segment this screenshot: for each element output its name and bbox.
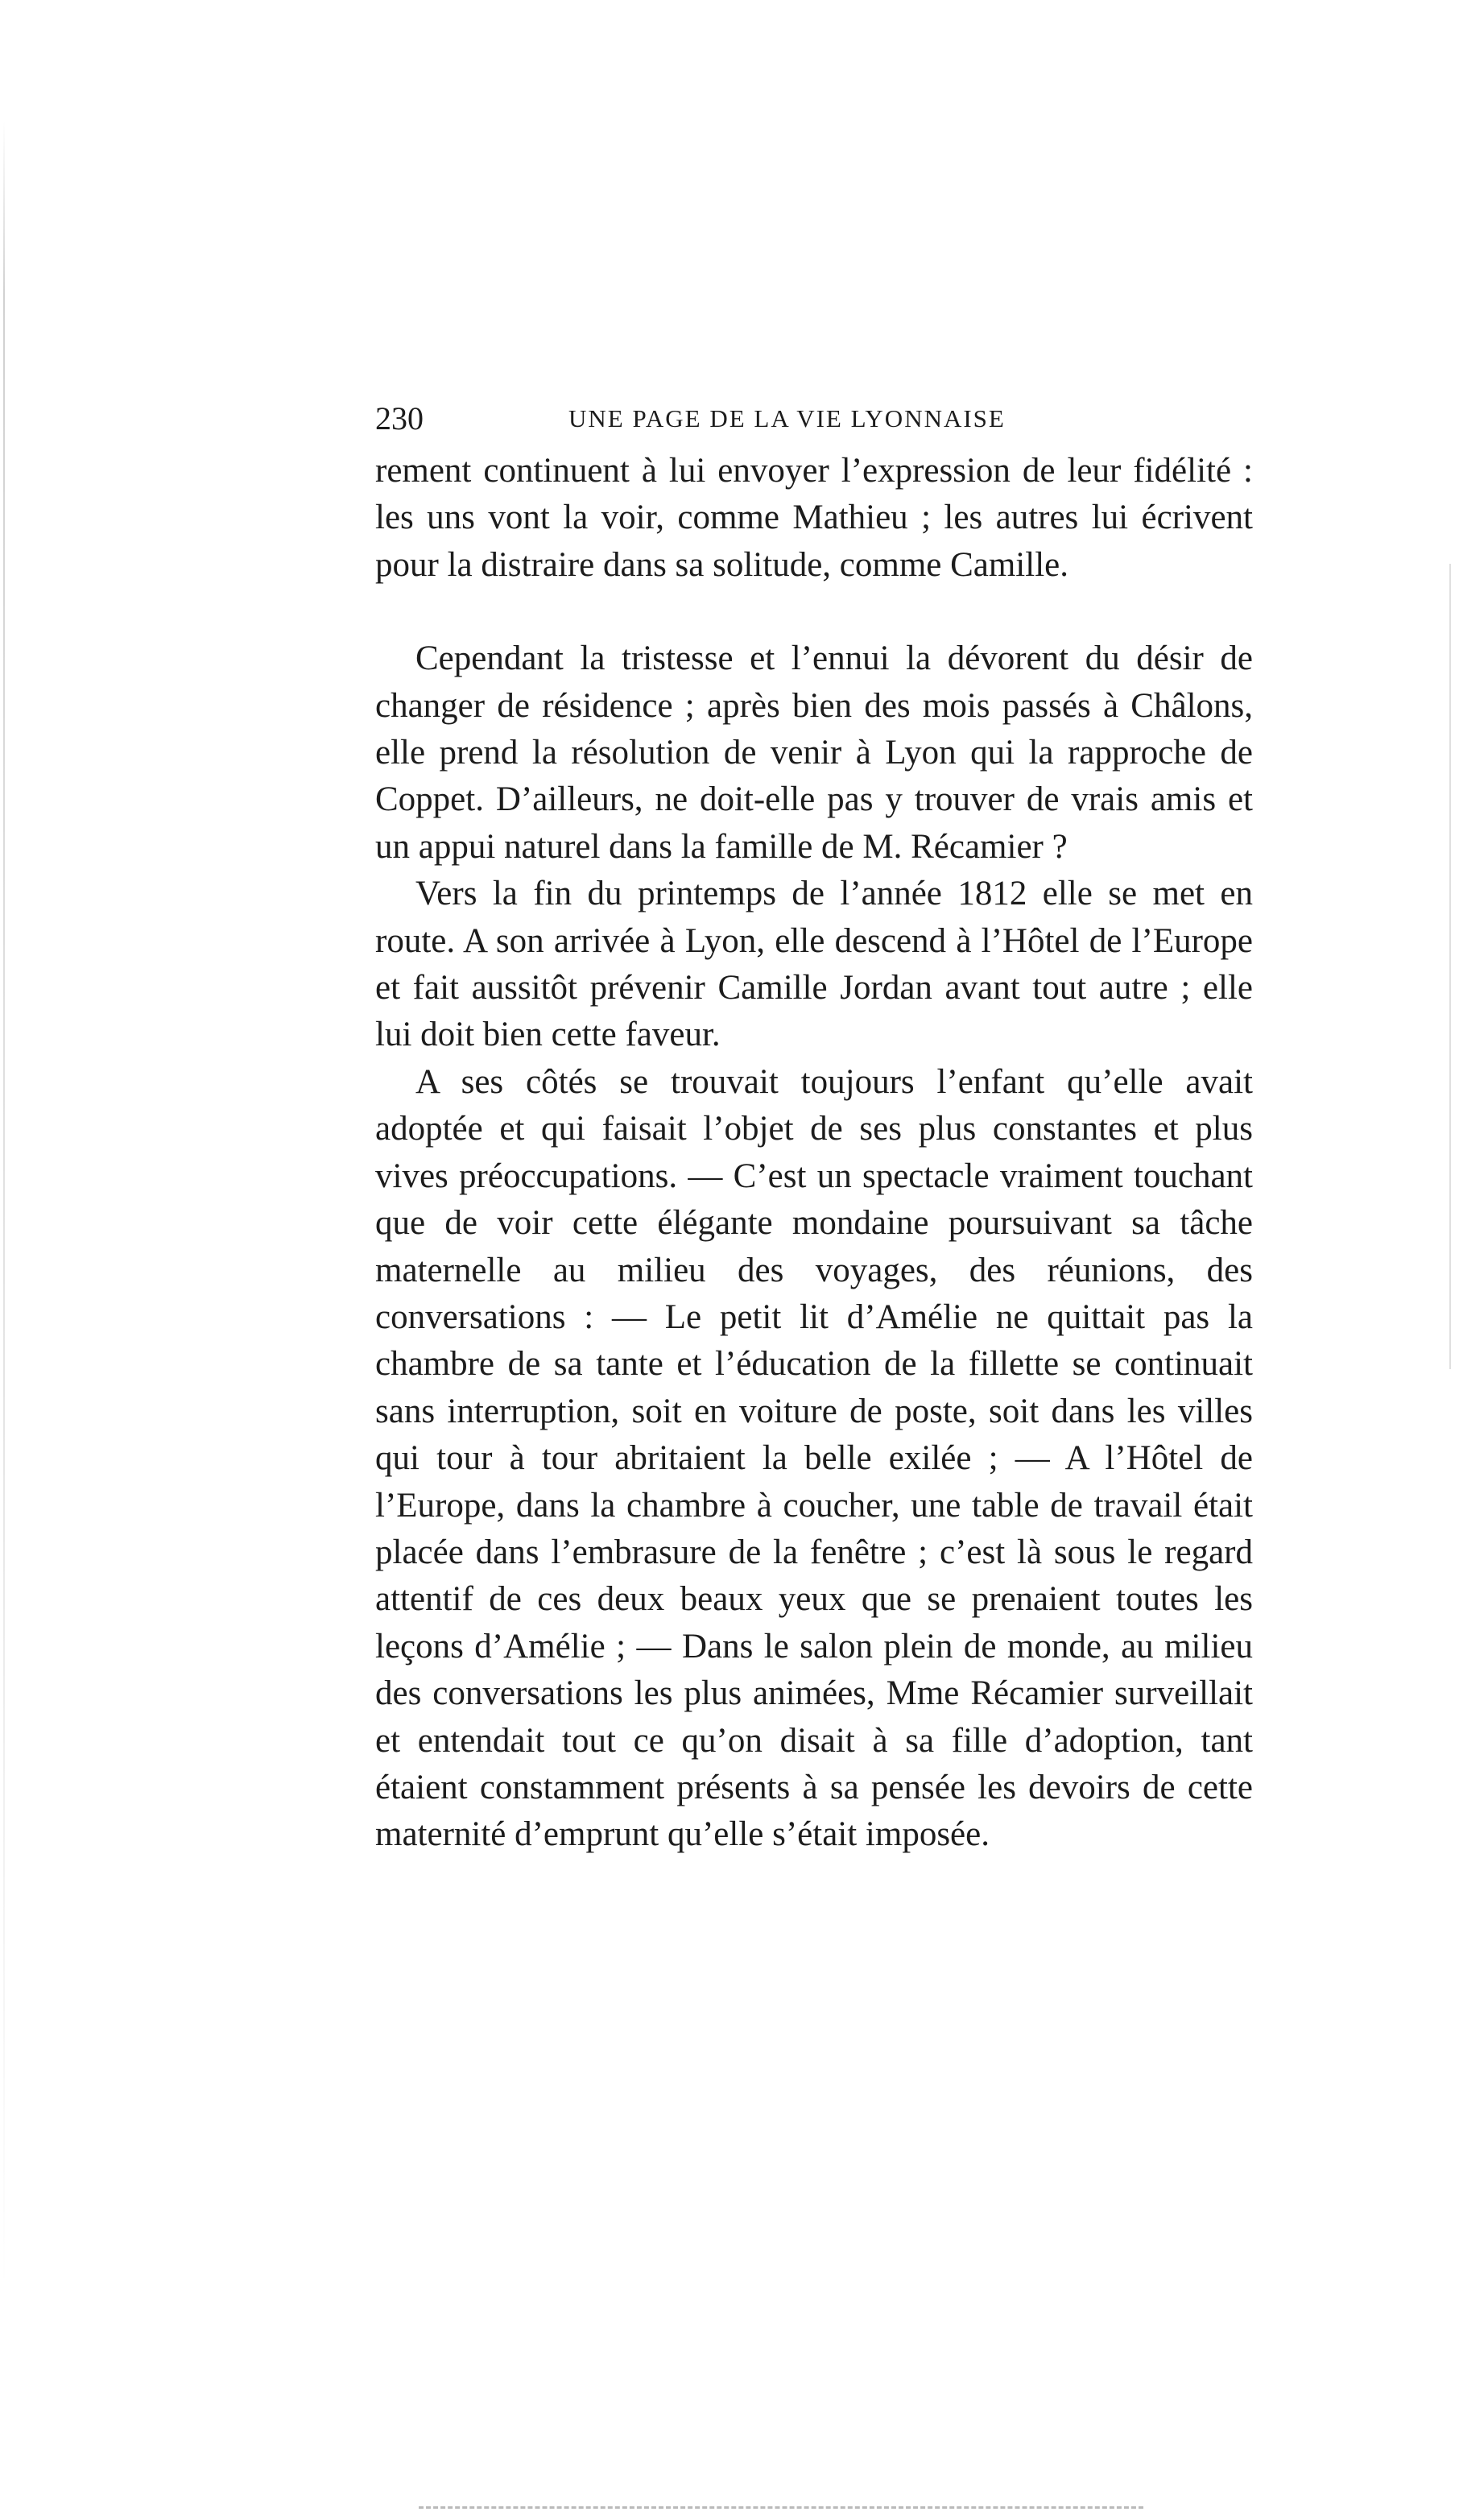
running-head [375,395,1253,443]
body-text [375,448,1253,1859]
running-title: UNE PAGE DE LA VIE LYONNAISE [568,404,1006,432]
book-page [375,395,1253,1859]
scan-edge-shadow [1449,564,1451,1369]
page-number: 230 [375,400,424,437]
scan-edge-shadow [3,121,5,2295]
scan-footer-marks [419,2506,1143,2509]
paragraph: Vers la fin du printemps de l’année 1812 elle se met en route. A son arrivée à Lyon, elle descend à l’Hôtel de l’Europe et fait aussitôt prévenir Camille Jordan avant tout autre ; elle lui doit bien cette faveur. [375,875,1253,1054]
paragraph: A ses côtés se trouvait toujours l’enfant qu’elle avait adoptée et qui faisait l’objet de ses plus constantes et plus vives préoccupations. — C’est un spectacle vraiment touchant que de voir cette élégante mondaine poursuivant sa tâche maternelle au milieu des voyages, des réunions, des conversations : — Le petit lit d’Amélie ne quittait pas la chambre de sa tante et l’éducation de la fillette se continuait sans interruption, soit en voiture de poste, soit dans les villes qui tour à tour abritaient la belle exilée ; — A l’Hôtel de l’Europe, dans la chambre à coucher, une table de travail était placée dans l’embrasure de la fenêtre ; c’est là sous le regard attentif de ces deux beaux yeux que se prenaient toutes les leçons d’Amélie ; — Dans le salon plein de monde, au milieu des conversations les plus animées, Mme Récamier surveillait et entendait tout ce qu’on disait à sa fille d’adoption, tant étaient constamment présents à sa pensée les devoirs de cette maternité d’emprunt qu’elle s’était imposée. [375,1062,1253,1854]
paragraph: rement continuent à lui envoyer l’expression de leur fidélité : les uns vont la voir, comme Mathieu ; les autres lui écrivent pour la distraire dans sa solitude, comme Camille. [375,452,1253,584]
paragraph: Cependant la tristesse et l’ennui la dévorent du désir de changer de résidence ; après bien des mois passés à Châlons, elle prend la résolution de venir à Lyon qui la rapproche de Coppet. D’ailleurs, ne doit-elle pas y trouver de vrais amis et un appui naturel dans la famille de M. Récamier ? [375,639,1253,866]
